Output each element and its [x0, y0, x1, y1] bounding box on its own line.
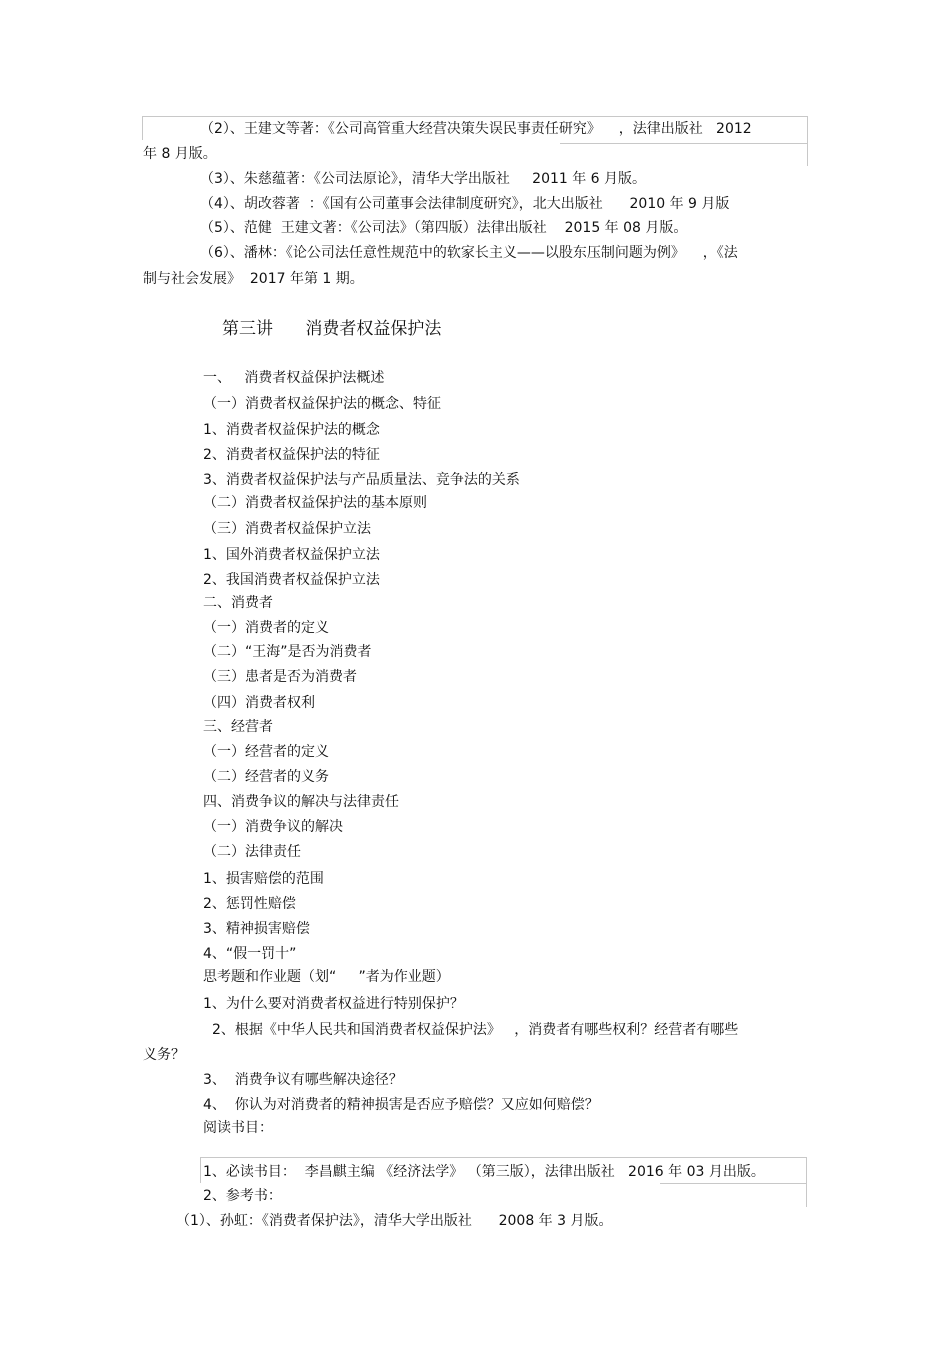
outline-item: （一）消费争议的解决: [203, 819, 343, 835]
outline-item: 四、消费争议的解决与法律责任: [203, 794, 399, 810]
outline-item: （二）消费者权益保护法的基本原则: [203, 495, 427, 511]
reading-item: 1、必读书目： 李昌麒主编 《经济法学》 （第三版），法律出版社 2016 年 03 月出版。: [203, 1164, 765, 1180]
outline-item: 1、损害赔偿的范围: [203, 871, 324, 887]
question-item: 2、根据《中华人民共和国消费者权益保护法》 ，消费者有哪些权利？经营者有哪些: [212, 1022, 739, 1038]
outline-item: （三）患者是否为消费者: [203, 669, 357, 685]
ref-line-5: （5）、范健 王建文著：《公司法》（第四版）法律出版社 2015 年 08 月版。: [200, 220, 688, 236]
outline-item: （二）经营者的义务: [203, 769, 329, 785]
outline-item: 1、消费者权益保护法的概念: [203, 422, 380, 438]
ref-line-3: （3）、朱慈蕴著：《公司法原论》，清华大学出版社 2011 年 6 月版。: [200, 171, 647, 187]
ref-line-6-cont: 制与社会发展》 2017 年第 1 期。: [143, 271, 364, 287]
outline-item: 2、我国消费者权益保护立法: [203, 572, 380, 588]
lecture-title: 第三讲 消费者权益保护法: [222, 319, 442, 339]
outline-item: （一）消费者权益保护法的概念、特征: [203, 396, 441, 412]
top-rule-lower: [560, 143, 808, 144]
outline-item: （三）消费者权益保护立法: [203, 521, 371, 537]
outline-item: 3、消费者权益保护法与产品质量法、竞争法的关系: [203, 472, 520, 488]
outline-item: （一）经营者的定义: [203, 744, 329, 760]
ref-line-1-cont: 年 8 月版。: [143, 146, 217, 162]
question-item: 3、 消费争议有哪些解决途径？: [203, 1072, 403, 1088]
ref-line-6: （6）、潘林：《论公司法任意性规范中的软家长主义——以股东压制问题为例》 ，《法: [200, 245, 738, 261]
question-item-cont: 义务？: [143, 1047, 185, 1063]
reading-rule-lower: [660, 1183, 807, 1184]
outline-item: 二、消费者: [203, 595, 273, 611]
outline-item: 2、消费者权益保护法的特征: [203, 447, 380, 463]
reading-item: （1）、孙虹：《消费者保护法》，清华大学出版社 2008 年 3 月版。: [176, 1213, 613, 1229]
outline-item: 三、经营者: [203, 719, 273, 735]
reading-rule: [200, 1157, 807, 1158]
outline-item: （二）法律责任: [203, 844, 301, 860]
outline-item: （四）消费者权利: [203, 695, 315, 711]
outline-item: 4、“假一罚十”: [203, 946, 297, 962]
question-item: 4、 你认为对消费者的精神损害是否应予赔偿？又应如何赔偿？: [203, 1097, 599, 1113]
outline-item: 3、精神损害赔偿: [203, 921, 310, 937]
reading-heading: 阅读书目：: [203, 1120, 273, 1136]
outline-item: 一、 消费者权益保护法概述: [203, 370, 385, 386]
ref-line-1: （2）、王建文等著：《公司高管重大经营决策失误民事责任研究》 ，法律出版社 2012: [200, 121, 752, 137]
top-rule-left-edge: [142, 116, 143, 140]
top-rule: [142, 116, 808, 117]
outline-item: 2、惩罚性赔偿: [203, 896, 296, 912]
questions-heading: 思考题和作业题（划“ ”者为作业题）: [203, 969, 450, 985]
top-rule-right-edge: [807, 116, 808, 166]
reading-rule-left-edge: [200, 1157, 201, 1183]
outline-item: 1、国外消费者权益保护立法: [203, 547, 380, 563]
outline-item: （一）消费者的定义: [203, 620, 329, 636]
question-item: 1、为什么要对消费者权益进行特别保护？: [203, 996, 464, 1012]
ref-line-4: （4）、胡改蓉著 ：《国有公司董事会法律制度研究》，北大出版社 2010 年 9 月版: [200, 196, 730, 212]
reading-item: 2、参考书：: [203, 1188, 282, 1204]
outline-item: （二）“王海”是否为消费者: [203, 644, 372, 660]
reading-rule-right-edge: [806, 1157, 807, 1207]
